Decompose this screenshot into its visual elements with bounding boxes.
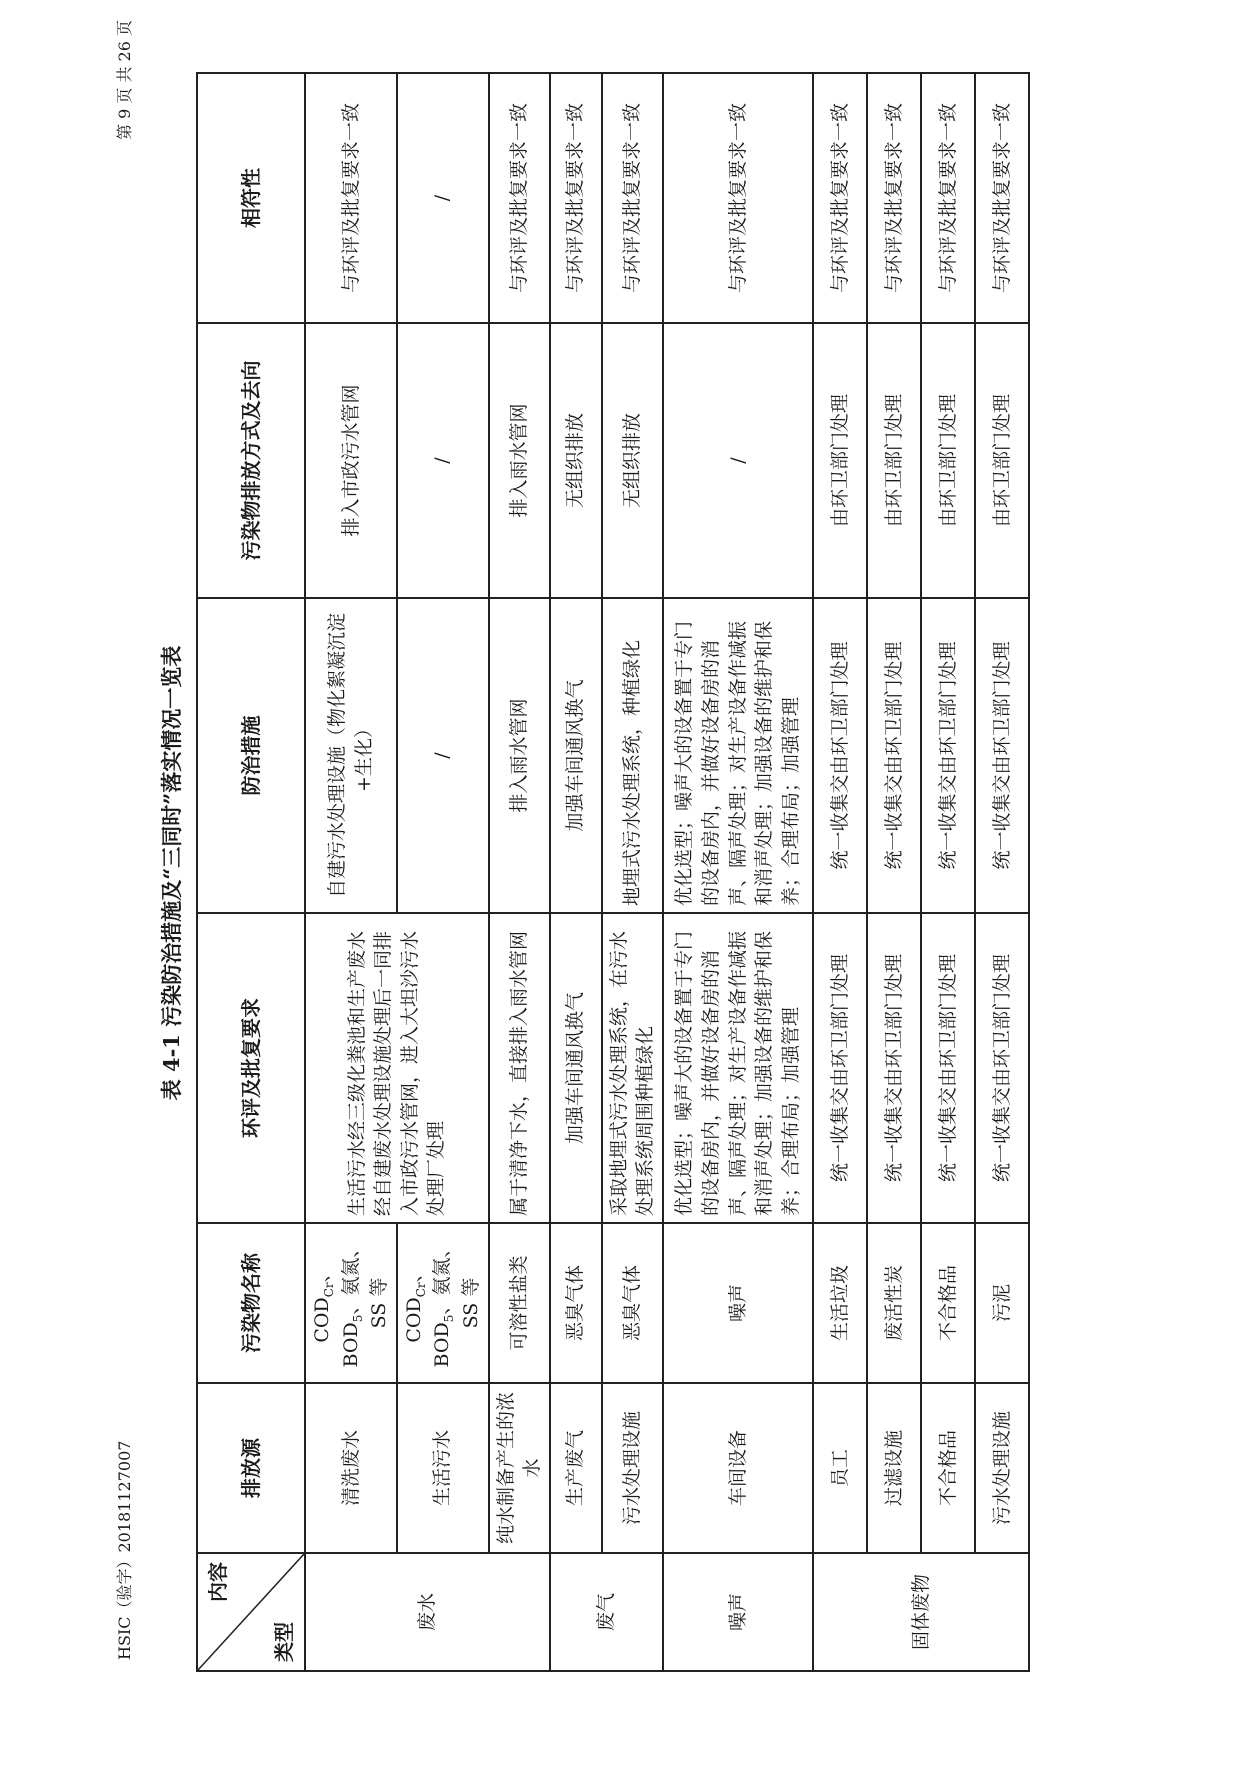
measure-cell: 加强车间通风换气 [550, 598, 602, 913]
source-cell: 污水处理设施 [975, 1383, 1029, 1553]
requirement-cell: 统一收集交由环卫部门处理 [813, 913, 867, 1223]
pollutant-cell: 生活垃圾 [813, 1223, 867, 1383]
requirement-cell: 统一收集交由环卫部门处理 [975, 913, 1029, 1223]
discharge-cell: 排入市政污水管网 [305, 323, 397, 598]
table-row [921, 73, 975, 1671]
conformity-cell: 与环评及批复要求一致 [602, 73, 663, 323]
source-cell: 员工 [813, 1383, 867, 1553]
discharge-cell: 由环卫部门处理 [975, 323, 1029, 598]
conformity-cell: 与环评及批复要求一致 [921, 73, 975, 323]
header-discharge: 污染物排放方式及去向 [197, 323, 305, 598]
measure-cell: 统一收集交由环卫部门处理 [975, 598, 1029, 913]
source-cell: 过滤设施 [867, 1383, 921, 1553]
discharge-cell: / [663, 323, 813, 598]
source-cell: 车间设备 [663, 1383, 813, 1553]
discharge-cell: 由环卫部门处理 [867, 323, 921, 598]
source-cell: 生产废气 [550, 1383, 602, 1553]
source-cell: 生活污水 [397, 1383, 489, 1553]
table-row [602, 73, 663, 1671]
conformity-cell: 与环评及批复要求一致 [305, 73, 397, 323]
measure-cell: / [397, 598, 489, 913]
category-wastewater: 废水 [305, 1553, 550, 1671]
conformity-cell: 与环评及批复要求一致 [975, 73, 1029, 323]
requirement-cell: 优化选型；噪声大的设备置于专门的设备房内，并做好设备房的消声、隔声处理；对生产设备作减振和消声处理；加强设备的维护和保养；合理布局；加强管理 [663, 913, 813, 1223]
header-corner-cell [197, 1553, 305, 1671]
discharge-cell: 排入雨水管网 [489, 323, 550, 598]
pollutant-cell: $COD_{Cr}$、$BOD_5$、氨氮、SS 等 [397, 1223, 489, 1383]
source-cell: 不合格品 [921, 1383, 975, 1553]
pollution-control-table [196, 72, 1030, 1672]
source-cell: 纯水制备产生的浓水 [489, 1383, 550, 1553]
discharge-cell: / [397, 323, 489, 598]
pollutant-cell: 可溶性盐类 [489, 1223, 550, 1383]
pollutant-cell: $COD_{Cr}$、$BOD_5$、氨氮、SS 等 [305, 1223, 397, 1383]
category-exhaust: 废气 [550, 1553, 663, 1671]
measure-cell: 排入雨水管网 [489, 598, 550, 913]
corner-label-content: 内容 [206, 1562, 230, 1602]
document-code: HSIC（验字）20181127007 [115, 1440, 134, 1660]
requirement-cell: 采取地埋式污水处理系统，在污水处理系统周围种植绿化 [602, 913, 663, 1223]
discharge-cell: 无组织排放 [550, 323, 602, 598]
table-row [489, 73, 550, 1671]
header-measure: 防治措施 [197, 598, 305, 913]
requirement-cell: 统一收集交由环卫部门处理 [867, 913, 921, 1223]
discharge-cell: 无组织排放 [602, 323, 663, 598]
conformity-cell: 与环评及批复要求一致 [813, 73, 867, 323]
requirement-cell: 生活污水经三级化粪池和生产废水经自建废水处理设施处理后一同排入市政污水管网，进入大坦沙污水处理厂处理 [305, 913, 489, 1223]
source-cell: 污水处理设施 [602, 1383, 663, 1553]
table-header-row [197, 73, 305, 1671]
conformity-cell: 与环评及批复要求一致 [489, 73, 550, 323]
requirement-cell: 统一收集交由环卫部门处理 [921, 913, 975, 1223]
page-number: 第 9 页 共 26 页 [115, 20, 134, 140]
requirement-cell: 加强车间通风换气 [550, 913, 602, 1223]
measure-cell: 统一收集交由环卫部门处理 [867, 598, 921, 913]
table-row [305, 73, 397, 1671]
header-requirement: 环评及批复要求 [197, 913, 305, 1223]
table-row [867, 73, 921, 1671]
conformity-cell: 与环评及批复要求一致 [550, 73, 602, 323]
table-row [550, 73, 602, 1671]
measure-cell: 统一收集交由环卫部门处理 [921, 598, 975, 913]
pollutant-cell: 噪声 [663, 1223, 813, 1383]
header-source: 排放源 [197, 1383, 305, 1553]
pollutant-cell: 恶臭气体 [602, 1223, 663, 1383]
discharge-cell: 由环卫部门处理 [813, 323, 867, 598]
pollutant-cell: 污泥 [975, 1223, 1029, 1383]
conformity-cell: 与环评及批复要求一致 [663, 73, 813, 323]
category-solid-waste: 固体废物 [813, 1553, 1029, 1671]
conformity-cell: / [397, 73, 489, 323]
table-caption: 表 4-1 污染防治措施及“三同时”落实情况一览表 [159, 645, 184, 1101]
discharge-cell: 由环卫部门处理 [921, 323, 975, 598]
category-noise: 噪声 [663, 1553, 813, 1671]
header-pollutant: 污染物名称 [197, 1223, 305, 1383]
measure-cell: 自建污水处理设施（物化絮凝沉淀+生化） [305, 598, 397, 913]
pollutant-cell: 恶臭气体 [550, 1223, 602, 1383]
measure-cell: 统一收集交由环卫部门处理 [813, 598, 867, 913]
source-cell: 清洗废水 [305, 1383, 397, 1553]
table-row [397, 73, 489, 1671]
header-conformity: 相符性 [197, 73, 305, 323]
table-row [813, 73, 867, 1671]
table-row [663, 73, 813, 1671]
corner-label-type: 类型 [272, 1622, 296, 1662]
conformity-cell: 与环评及批复要求一致 [867, 73, 921, 323]
pollutant-cell: 废活性炭 [867, 1223, 921, 1383]
pollutant-cell: 不合格品 [921, 1223, 975, 1383]
table-row [975, 73, 1029, 1671]
measure-cell: 优化选型；噪声大的设备置于专门的设备房内，并做好设备房的消声、隔声处理；对生产设备作减振和消声处理；加强设备的维护和保养；合理布局；加强管理 [663, 598, 813, 913]
requirement-cell: 属于清净下水，直接排入雨水管网 [489, 913, 550, 1223]
measure-cell: 地埋式污水处理系统，种植绿化 [602, 598, 663, 913]
